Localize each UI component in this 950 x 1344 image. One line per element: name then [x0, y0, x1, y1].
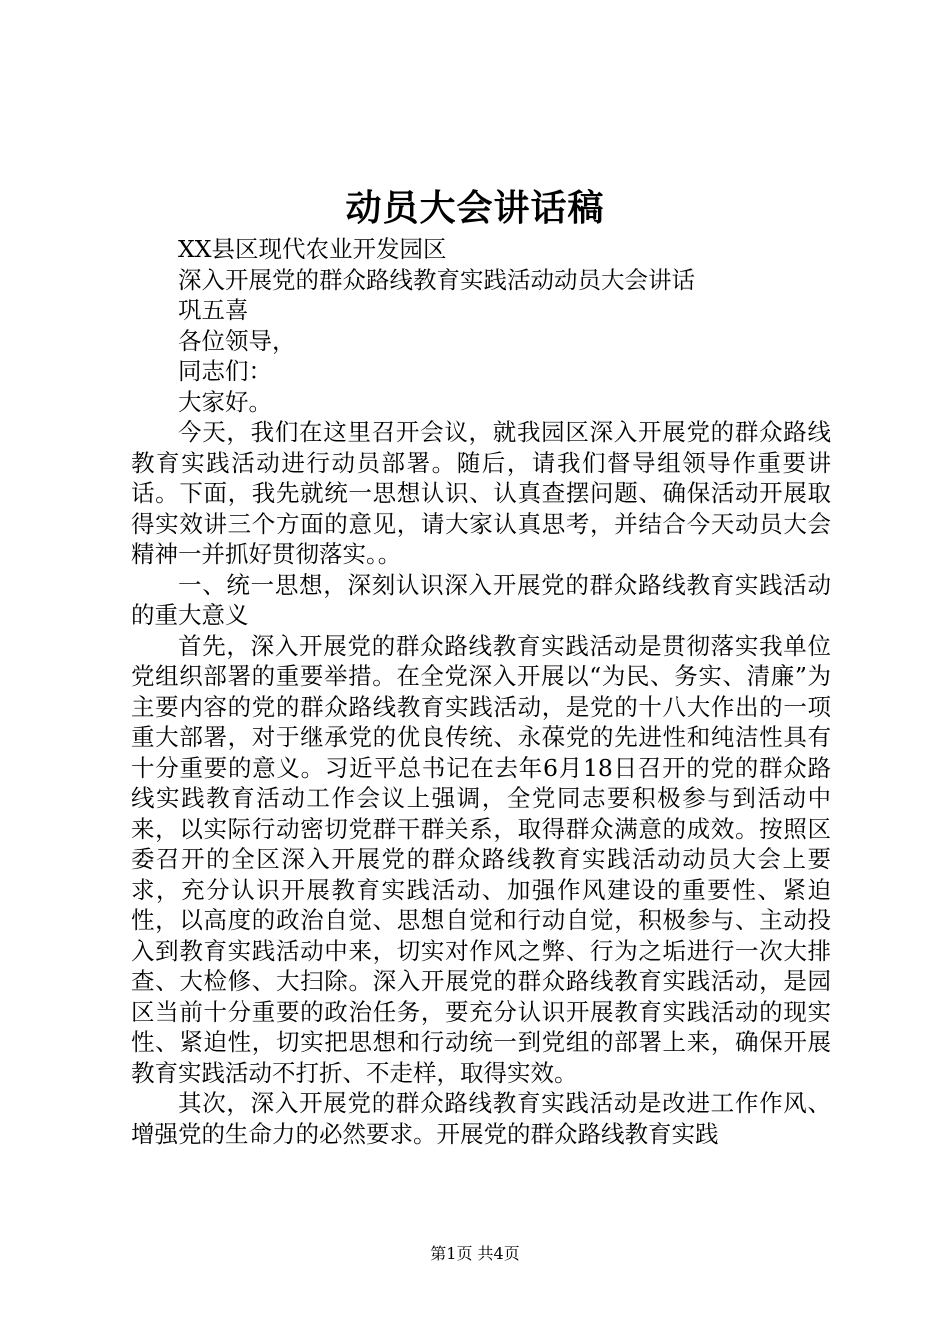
- paragraph-salutation-leaders: 各位领导，: [178, 326, 296, 355]
- document-title: 动员大会讲话稿: [345, 187, 605, 229]
- paragraph-salutation-comrades: 同志们：: [178, 357, 272, 385]
- paragraph-author: 巩五喜: [178, 296, 249, 324]
- paragraph-heading-1: 一、统一思想，深刻认识深入开展党的群众路线教育实践活动的重大意义: [131, 570, 831, 629]
- paragraph-second-point: 其次，深入开展党的群众路线教育实践活动是改进工作作风、增强党的生命力的必然要求。开展党的群众路线教育实践: [131, 1089, 831, 1148]
- paragraph-first-point: 首先，深入开展党的群众路线教育实践活动是贯彻落实我单位党组织部署的重要举措。在全党深入开展以“为民、务实、清廉”为主要内容的党的群众路线教育实践活动，是党的十八大作出的一项重大部署，对于继承党的优良传统、永葆党的先进性和纯洁性具有十分重要的意义。习近平总书记在去年6月18日召开的党的群众路线实践教育活动工作会议上强调，全党同志要积极参与到活动中来，以实际行动密切党群干群关系，取得群众满意的成效。按照区委召开的全区深入开展党的群众路线教育实践活动动员大会上要求，充分认识开展教育实践活动、加强作风建设的重要性、紧迫性，以高度的政治自觉、思想自觉和行动自觉，积极参与、主动投入到教育实践活动中来，切实对作风之弊、行为之垢进行一次大排查、大检修、大扫除。深入开展党的群众路线教育实践活动，是园区当前十分重要的政治任务，要充分认识开展教育实践活动的现实性、紧迫性，切实把思想和行动统一到党组的部署上来，确保开展教育实践活动不打折、不走样，取得实效。: [131, 631, 831, 1087]
- page-footer: 第1页 共4页: [430, 1244, 520, 1263]
- document-body: [131, 234, 831, 1149]
- paragraph-greeting: 大家好。: [178, 387, 272, 416]
- paragraph-subtitle: 深入开展党的群众路线教育实践活动动员大会讲话: [178, 265, 695, 294]
- paragraph-org: XX县区现代农业开发园区: [178, 235, 447, 263]
- paragraph-intro: 今天，我们在这里召开会议，就我园区深入开展党的群众路线教育实践活动进行动员部署。随后，请我们督导组领导作重要讲话。下面，我先就统一思想认识、认真查摆问题、确保活动开展取得实效讲三个方面的意见，请大家认真思考，并结合今天动员大会精神一并抓好贯彻落实。。: [131, 418, 831, 568]
